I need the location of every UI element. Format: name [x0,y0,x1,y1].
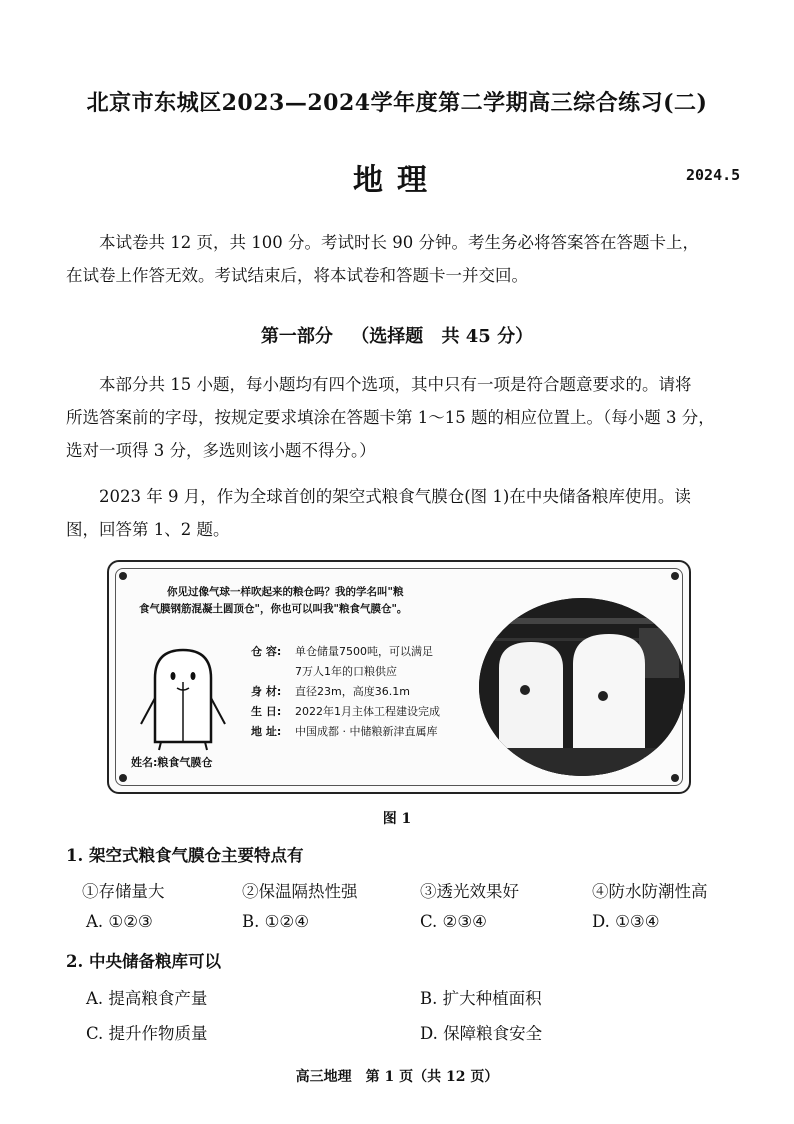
part-title: 第一部分 [260,326,333,347]
part-intro-line: 本部分共 15 小题，每小题均有四个选项，其中只有一项是符合题意要求的。请将 [99,375,692,394]
info-key: 仓 容: [251,645,282,658]
figure-1-panel [107,560,691,794]
figure-intro-line: 食气膜钢筋混凝土圆顶仓"，你也可以叫我"粮食气膜仓"。 [139,603,408,615]
figure-intro-text [139,584,459,618]
instructions [66,226,746,292]
question-2-stem: 2. 中央储备粮库可以 [66,952,221,971]
screw-icon [671,572,679,580]
q1-item: ④防水防潮性高 [592,882,708,901]
q1-option-c[interactable]: C. ②③④ [420,912,487,931]
part-intro-line: 所选答案前的字母，按规定要求填涂在答题卡第 1～15 题的相应位置上。（每小题 3 分， [66,408,715,427]
q1-option-d[interactable]: D. ①③④ [592,912,660,931]
info-birth [251,702,440,722]
info-value: 单仓储量7500吨，可以满足 [295,645,433,658]
exam-title: 北京市东城区2023—2024学年度第二学期高三综合练习(二) [86,90,708,116]
part-heading [0,322,794,348]
grain-silo-mascot-icon [133,642,233,756]
question-context [66,480,746,546]
q2-option-d[interactable]: D. 保障粮食安全 [420,1024,543,1043]
figure-caption: 图 1 [382,811,412,827]
instructions-line: 本试卷共 12 页，共 100 分。考试时长 90 分钟。考生务必将答案答在答题卡上， [99,233,699,252]
info-key: 身 材: [251,685,282,698]
page-footer: 高三地理 第 1 页（共 12 页） [295,1069,499,1085]
mascot-name-label: 姓名:粮食气膜仓 [131,756,213,769]
screw-icon [119,774,127,782]
q1-item: ②保温隔热性强 [242,882,358,901]
info-key: 地 址: [251,725,282,738]
q2-option-a[interactable]: A. 提高粮食产量 [86,989,208,1008]
figure-intro-line: 你见过像气球一样吹起来的粮仓吗？我的学名叫"粮 [167,586,404,598]
info-value: 直径23m，高度36.1m [295,685,410,698]
info-address [251,722,440,742]
q1-option-a[interactable]: A. ①②③ [86,912,153,931]
info-size [251,682,440,702]
subject-heading: 地理 [353,163,441,198]
info-value: 中国成都 · 中储粮新津直属库 [295,725,438,738]
q1-item: ③透光效果好 [420,882,519,901]
question-1-stem: 1. 架空式粮食气膜仓主要特点有 [66,846,304,865]
part-score: 共 45 分） [441,326,534,347]
info-capacity [251,642,440,662]
screw-icon [119,572,127,580]
info-value: 2022年1月主体工程建设完成 [295,705,440,718]
part-intro-line: 选对一项得 3 分，多选则该小题不得分。） [66,441,376,460]
context-line: 图，回答第 1、2 题。 [66,520,230,539]
q2-option-c[interactable]: C. 提升作物质量 [86,1024,208,1043]
info-key: 生 日: [251,705,282,718]
screw-icon [671,774,679,782]
q1-option-b[interactable]: B. ①②④ [242,912,309,931]
part-type: （选择题 [351,326,424,347]
info-capacity-cont: 7万人1年的口粮供应 [295,665,397,678]
q1-item: ①存储量大 [82,882,165,901]
part-intro [66,368,746,467]
q2-option-b[interactable]: B. 扩大种植面积 [420,989,542,1008]
silo-info [251,642,440,742]
silo-photo [479,598,685,776]
instructions-line: 在试卷上作答无效。考试结束后，将本试卷和答题卡一并交回。 [66,266,528,285]
context-line: 2023 年 9 月，作为全球首创的架空式粮食气膜仓(图 1)在中央储备粮库使用。读 [99,487,691,506]
exam-date: 2024.5 [686,166,741,184]
